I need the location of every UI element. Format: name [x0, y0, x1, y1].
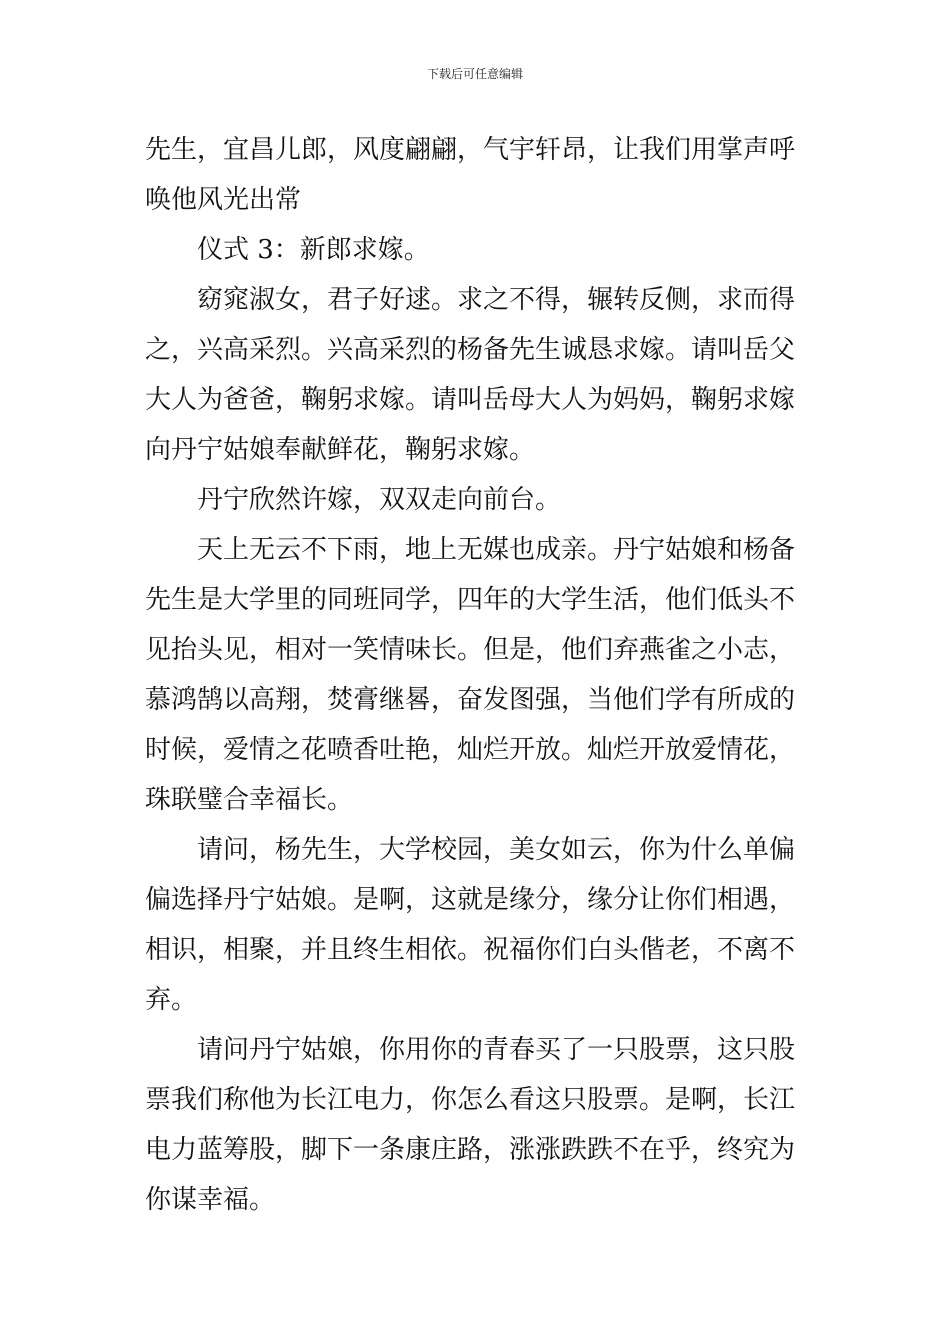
text-line: 慕鸿鹄以高翔，焚膏继晷，奋发图强，当他们学有所成的	[145, 685, 796, 715]
text-line: 票我们称他为长江电力，你怎么看这只股票。是啊，长江	[145, 1085, 796, 1115]
text-line: 大人为爸爸，鞠躬求嫁。请叫岳母大人为妈妈，鞠躬求嫁	[145, 385, 796, 415]
text-line: 唤他风光出常	[145, 185, 302, 215]
text-line: 向丹宁姑娘奉献鲜花，鞠躬求嫁。	[145, 435, 536, 465]
text-line: 之，兴高采烈。兴高采烈的杨备先生诚恳求嫁。请叫岳父	[145, 335, 796, 365]
text-line: 先生，宜昌儿郎，风度翩翩，气宇轩昂，让我们用掌声呼	[145, 135, 796, 165]
text-line: 弃。	[145, 985, 198, 1015]
text-line: 你谋幸福。	[145, 1185, 276, 1215]
document-body	[145, 125, 811, 1225]
text-line: 偏选择丹宁姑娘。是啊，这就是缘分，缘分让你们相遇，	[145, 885, 796, 915]
text-line: 相识，相聚，并且终生相依。祝福你们白头偕老，不离不	[145, 935, 796, 965]
text-line: 珠联璧合幸福长。	[145, 785, 354, 815]
text-line: 先生是大学里的同班同学，四年的大学生活，他们低头不	[145, 585, 796, 615]
text-line: 时候，爱情之花喷香吐艳，灿烂开放。灿烂开放爱情花，	[145, 735, 796, 765]
text-line: 丹宁欣然许嫁，双双走向前台。	[197, 485, 562, 515]
text-line: 电力蓝筹股，脚下一条康庄路，涨涨跌跌不在乎，终究为	[145, 1135, 796, 1165]
page-header: 下载后可任意编辑	[426, 67, 523, 81]
text-line: 请问丹宁姑娘，你用你的青春买了一只股票，这只股	[197, 1035, 796, 1065]
text-line: 天上无云不下雨，地上无媒也成亲。丹宁姑娘和杨备	[197, 535, 796, 565]
text-line: 见抬头见，相对一笑情味长。但是，他们弃燕雀之小志，	[145, 635, 796, 665]
text-line: 窈窕淑女，君子好逑。求之不得，辗转反侧，求而得	[197, 285, 796, 315]
text-line: 请问，杨先生，大学校园，美女如云，你为什么单偏	[197, 835, 796, 865]
text-line: 仪式 3：新郎求嫁。	[197, 235, 430, 265]
